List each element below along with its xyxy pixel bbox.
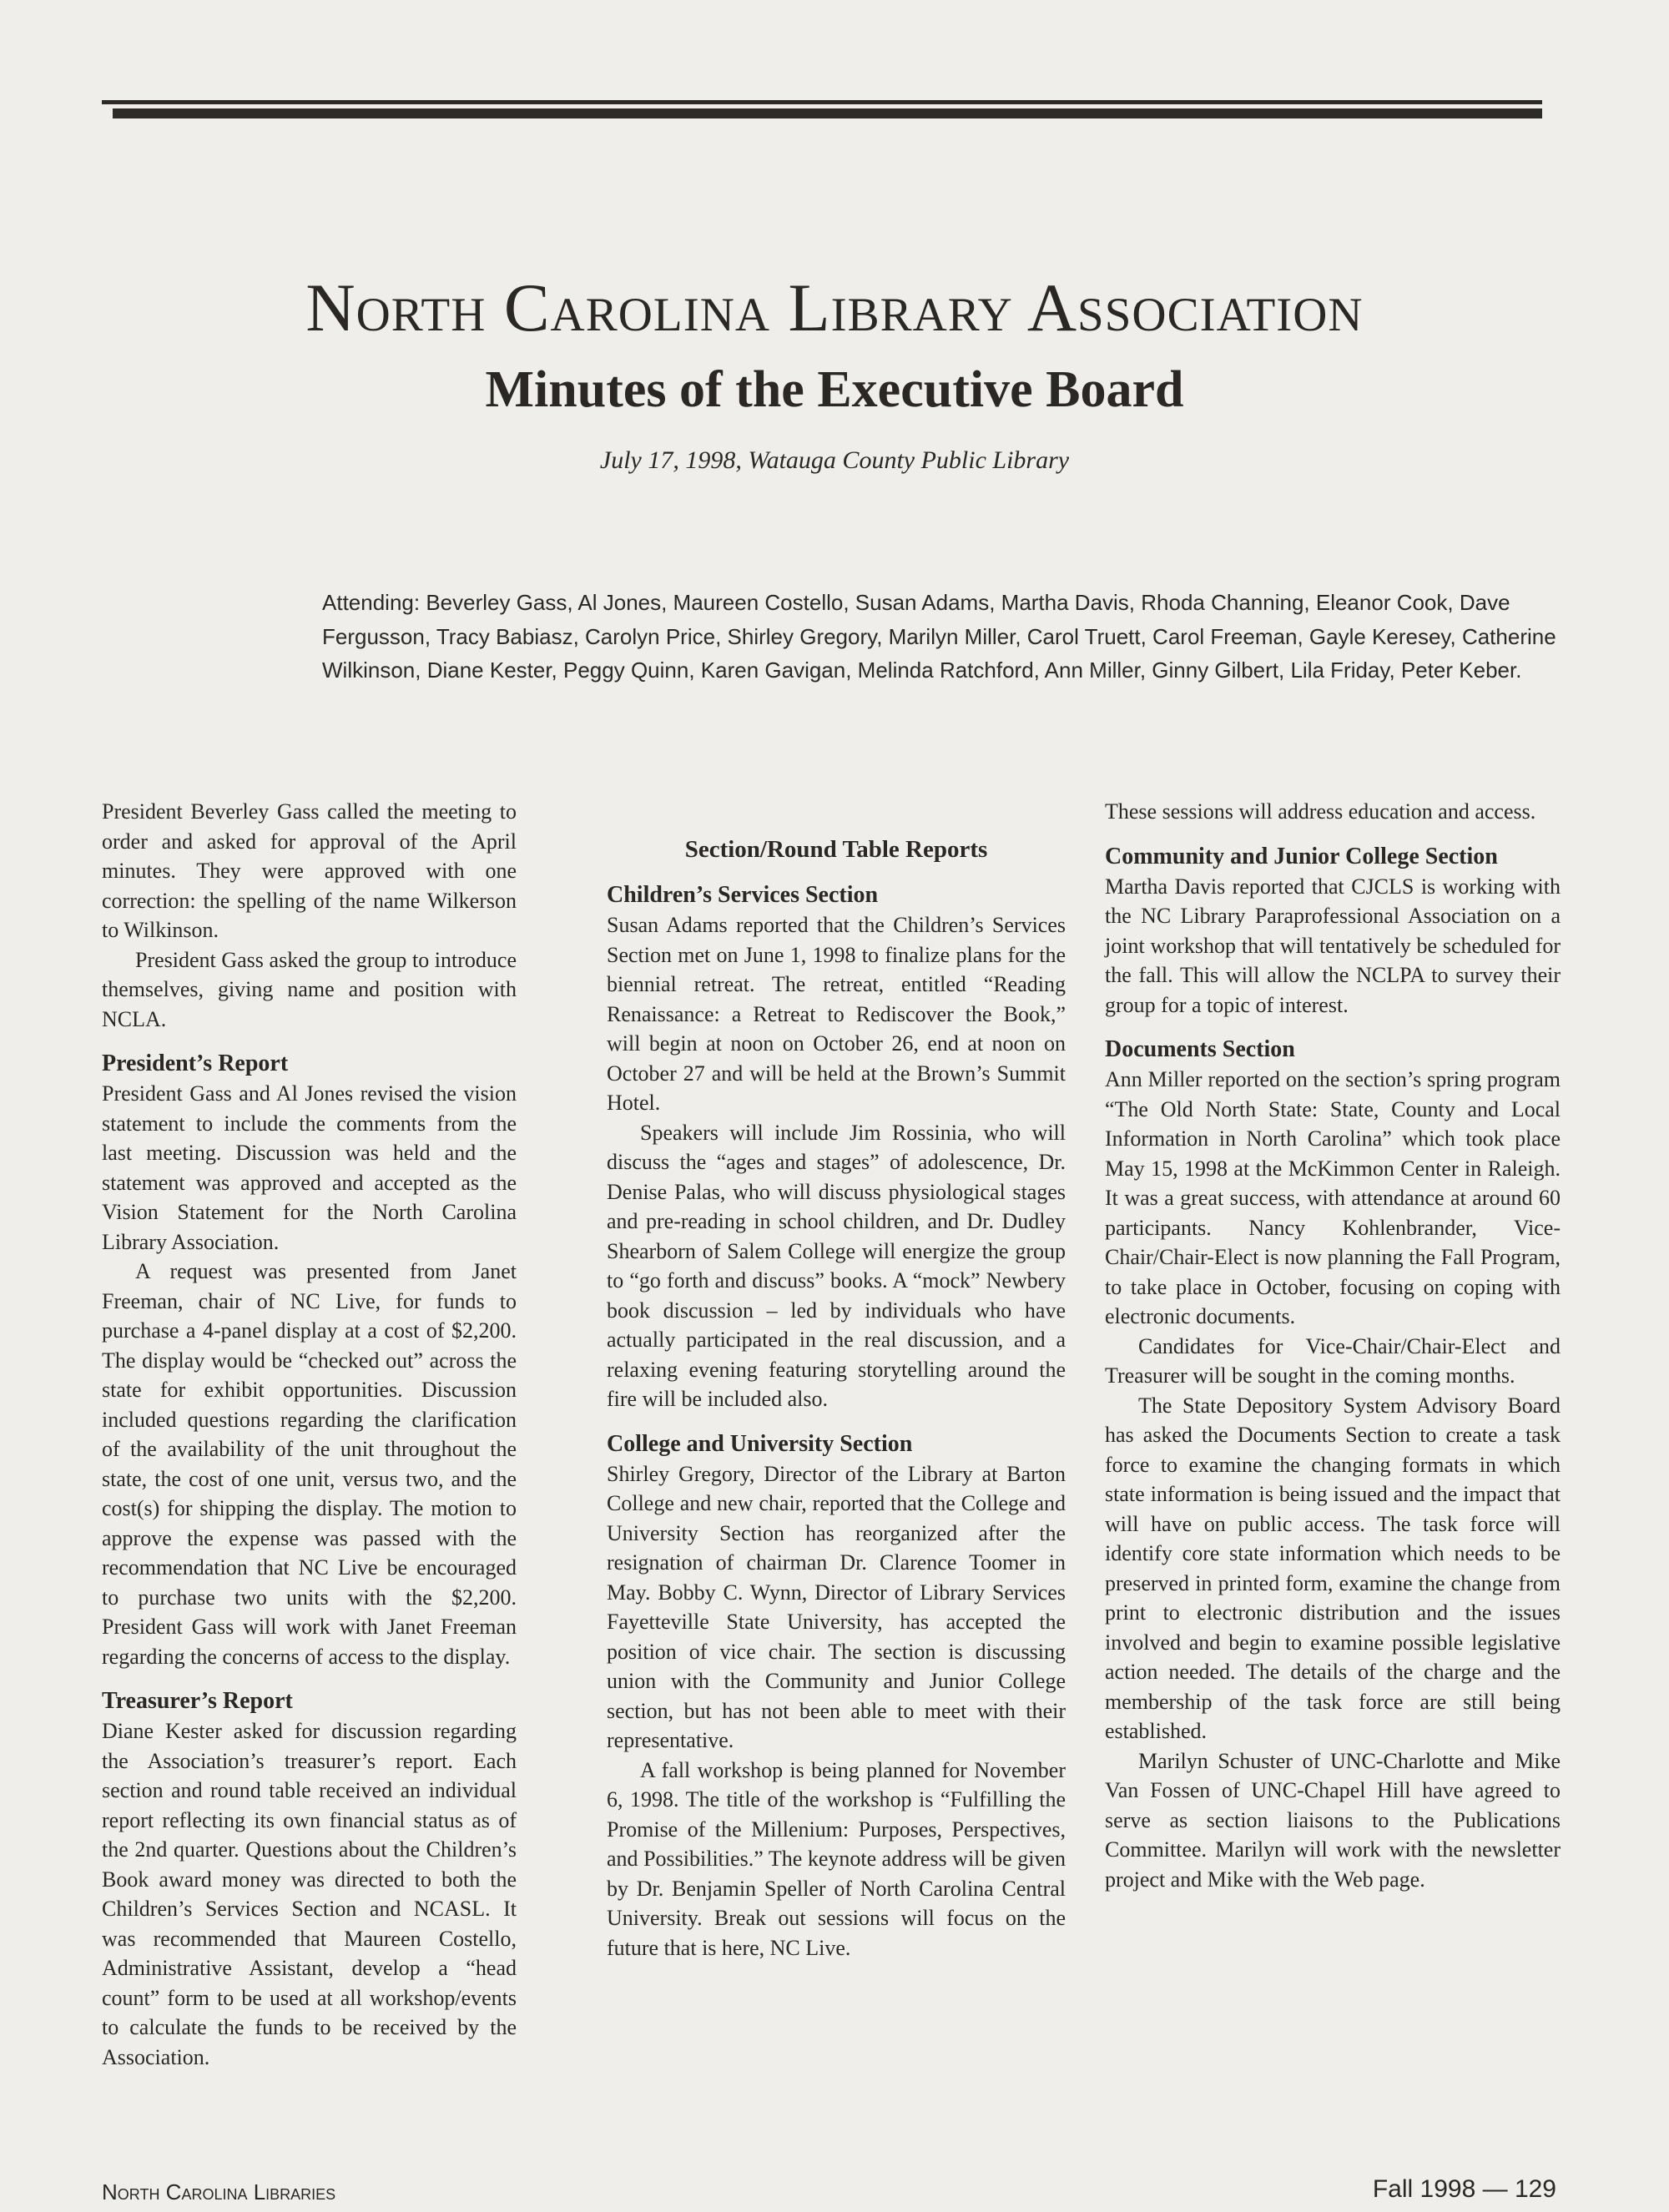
attendees-list: Attending: Beverley Gass, Al Jones, Maureen Costello, Susan Adams, Martha Davis, Rhoda Channing, Eleanor Cook, Dave Fergusson, Tracy Babiasz, Carolyn Price, Shirley Gregory, Marilyn Miller, Carol Truett, Carol Freeman, Gayle Keresey, Catherine Wilkinson, Diane Kester, Peggy Quinn, Karen Gavigan, Melinda Ratchford, Ann Miller, Ginny Gilbert, Lila Friday, Peter Keber.: [322, 590, 1556, 683]
footer-issue-page: Fall 1998 — 129: [1372, 2175, 1556, 2203]
text-column-3: [1105, 797, 1561, 1894]
page-subtitle: Minutes of the Executive Board: [485, 361, 1184, 418]
paragraph: Shirley Gregory, Director of the Library at Barton College and new chair, reported that the College and University Section has reorganized after the resignation of chairman Dr. Clarence Toomer in May. Bobby C. Wynn, Director of Library Services Fayetteville State University, has accepted the position of vice chair. The section is discussing union with the Community and Junior College section, but has not been able to meet with their representative.: [607, 1461, 1066, 1752]
subsection-heading: Documents Section: [1105, 1036, 1295, 1062]
paragraph: Marilyn Schuster of UNC-Charlotte and Mike Van Fossen of UNC-Chapel Hill have agreed to serve as section liaisons to the Publications Committee. Marilyn will work with the newsletter project and Mike with the Web page.: [1105, 1748, 1561, 1892]
subsection-heading: President’s Report: [102, 1051, 289, 1076]
section-heading: Section/Round Table Reports: [684, 836, 988, 863]
paragraph: Martha Davis reported that CJCLS is working with the NC Library Paraprofessional Association on a joint workshop that will tentatively be scheduled for the fall. This will allow the NCLPA to survey their group for a topic of interest.: [1105, 874, 1561, 1017]
paragraph: Speakers will include Jim Rossinia, who will discuss the “ages and stages” of adolescence, Dr. Denise Palas, who will discuss physiological stages and pre-reading in school children, and Dr. Dudley Shearborn of Salem College will energize the group to “go forth and discuss” books. A “mock” Newbery book discussion – led by individuals who have actually participated in the real discussion, and a relaxing evening featuring storytelling around the fire will be included also.: [607, 1120, 1066, 1411]
meeting-date-location: July 17, 1998, Watauga County Public Library: [599, 446, 1070, 474]
paragraph: Ann Miller reported on the section’s spring program “The Old North State: State, County and Local Information in North Carolina” which took place May 15, 1998 at the McKimmon Center in Raleigh. It was a great success, with attendance at around 60 participants. Nancy Kohlenbrander, Vice-Chair/Chair-Elect is now planning the Fall Program, to take place in October, focusing on coping with electronic documents.: [1105, 1067, 1561, 1328]
paragraph: Diane Kester asked for discussion regarding the Association’s treasurer’s report. Each section and round table received an individual report reflecting its own financial status as of the 2nd quarter. Questions about the Children’s Book award money was directed to both the Children’s Services Section and NCASL. It was recommended that Maureen Costello, Administrative Assistant, develop a “head count” form to be used at all workshop/events to calculate the funds to be received by the Association.: [102, 1719, 517, 2069]
footer-publication: North Carolina Libraries: [102, 2179, 336, 2204]
subsection-heading: Community and Junior College Section: [1105, 843, 1498, 869]
page-title: North Carolina Library Association: [305, 270, 1364, 345]
paragraph: President Gass and Al Jones revised the vision statement to include the comments from the last meeting. Discussion was held and the statement was approved and accepted as the Vision Statement for the North Carolina Library Association.: [102, 1081, 517, 1254]
paragraph: These sessions will address education and access.: [1105, 799, 1536, 824]
header-rule-thick: [113, 108, 1542, 118]
paragraph: President Beverley Gass called the meeting to order and asked for approval of the April minutes. They were approved with one correction: the spelling of the name Wilkerson to Wilkinson.: [102, 799, 517, 942]
subsection-heading: College and University Section: [607, 1430, 913, 1457]
paragraph: A fall workshop is being planned for November 6, 1998. The title of the workshop is “Fulfilling the Promise of the Millenium: Purposes, Perspectives, and Possibilities.” The keynote address will be given by Dr. Benjamin Speller of North Carolina Central University. Break out sessions will focus on the future that is here, NC Live.: [607, 1757, 1066, 1960]
subsection-heading: Treasurer’s Report: [102, 1688, 293, 1714]
paragraph: Candidates for Vice-Chair/Chair-Elect and Treasurer will be sought in the coming months.: [1105, 1333, 1561, 1388]
text-column-2: [607, 797, 1066, 1963]
header-rule-thin: [102, 100, 1542, 104]
subsection-heading: Children’s Services Section: [607, 882, 879, 908]
text-column-1: [102, 797, 517, 2072]
paragraph: Susan Adams reported that the Children’s Services Section met on June 1, 1998 to finalize plans for the biennial retreat. The retreat, entitled “Reading Renaissance: a Retreat to Rediscover the Book,” will begin at noon on October 26, end at noon on October 27 and will be held at the Brown’s Summit Hotel.: [607, 913, 1066, 1115]
paragraph: The State Depository System Advisory Board has asked the Documents Section to create a task force to examine the changing formats in which state information is being issued and the impact that will have on public access. The task force will identify core state information which needs to be preserved in printed form, examine the change from print to electronic distribution and the issues involved and begin to examine possible legislative action needed. The details of the charge and the membership of the task force are still being established.: [1105, 1393, 1561, 1743]
paragraph: President Gass asked the group to introduce themselves, giving name and position with NCLA.: [102, 947, 517, 1031]
paragraph: A request was presented from Janet Freeman, chair of NC Live, for funds to purchase a 4-panel display at a cost of $2,200. The display would be “checked out” across the state for exhibit opportunities. Discussion included questions regarding the clarification of the availability of the unit throughout the state, the cost of one unit, versus two, and the cost(s) for shipping the display. The motion to approve the expense was passed with the recommendation that NC Live be encouraged to purchase two units with the $2,200. President Gass will work with Janet Freeman regarding the concerns of access to the display.: [102, 1259, 517, 1669]
